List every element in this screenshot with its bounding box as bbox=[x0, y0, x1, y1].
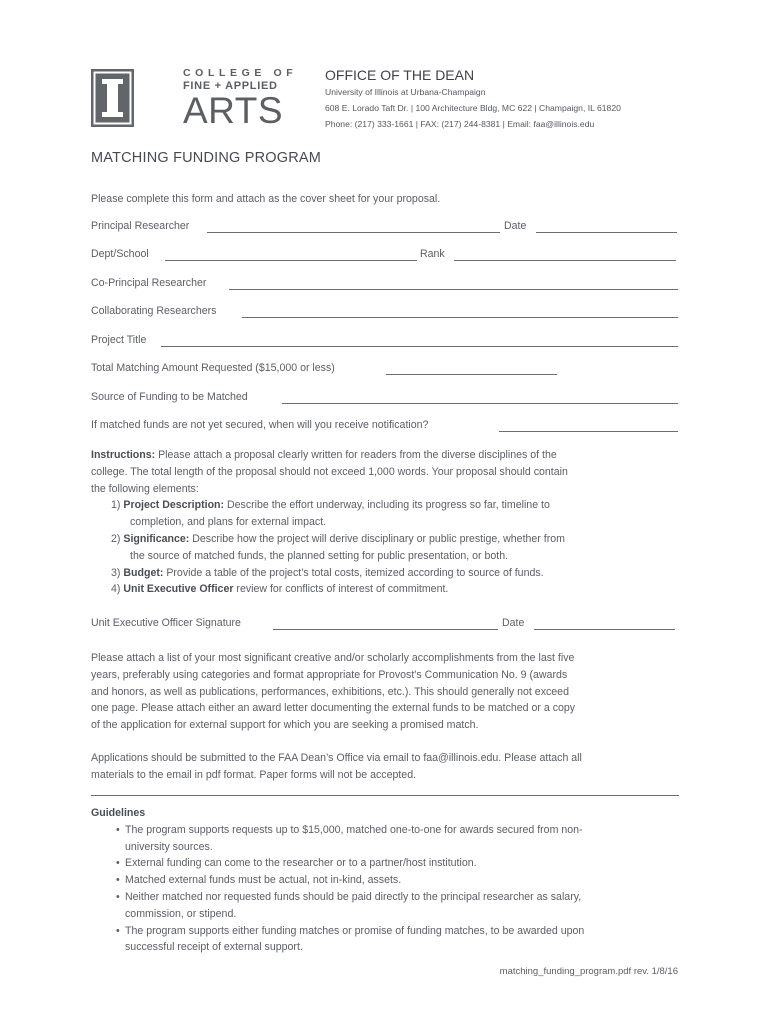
signature-field[interactable] bbox=[273, 629, 498, 630]
office-contact: Phone: (217) 333-1661 | FAX: (217) 244-8381 | Email: faa@illinois.edu bbox=[325, 119, 595, 129]
logo-line-2: FINE + APPLIED bbox=[183, 80, 278, 92]
item-number: 1) bbox=[111, 499, 121, 512]
item-label: Unit Executive Officer bbox=[123, 583, 234, 596]
signature-label: Unit Executive Officer Signature bbox=[91, 617, 241, 629]
item-label: Budget: bbox=[123, 566, 164, 579]
instructions-block bbox=[91, 447, 686, 598]
total-amount-row bbox=[91, 362, 678, 376]
date-label: Date bbox=[504, 220, 527, 232]
university-name: University of Illinois at Urbana-Champaign bbox=[325, 87, 486, 97]
project-title-field[interactable] bbox=[161, 346, 678, 347]
guideline-text: The program supports either funding matches or promise of funding matches, to be awarded upon bbox=[125, 924, 585, 937]
co-principal-row bbox=[91, 277, 678, 291]
notification-field[interactable] bbox=[499, 431, 678, 432]
paragraph-line: one page. Please attach either an award letter documenting the external funds to be matched or a copy bbox=[91, 702, 576, 715]
item-label: Project Description: bbox=[123, 499, 225, 512]
paragraph-line: materials to the email in pdf format. Paper forms will not be accepted. bbox=[91, 768, 417, 781]
guideline-continued: successful receipt of external support. bbox=[125, 941, 303, 954]
instruction-item-continued: completion, and plans for external impact. bbox=[130, 516, 327, 529]
co-principal-field[interactable] bbox=[229, 289, 678, 290]
office-title: OFFICE OF THE DEAN bbox=[325, 67, 475, 83]
section-divider bbox=[91, 795, 679, 796]
office-header bbox=[325, 67, 621, 129]
instruction-item bbox=[91, 531, 686, 548]
footer-revision: matching_funding_program.pdf rev. 1/8/16 bbox=[499, 966, 678, 977]
college-logo-text bbox=[183, 67, 298, 131]
guideline-continued: university sources. bbox=[125, 840, 213, 853]
collaborating-field[interactable] bbox=[242, 317, 678, 318]
guidelines-section bbox=[91, 805, 686, 956]
paragraph-line: and honors, as well as publications, performances, exhibitions, etc.). This should generally not exceed bbox=[91, 685, 569, 698]
paragraph-line: Applications should be submitted to the FAA Dean’s Office via email to faa@illinois.edu. Please attach all bbox=[91, 752, 582, 764]
project-title-label: Project Title bbox=[91, 334, 147, 346]
instruction-item-continued: the source of matched funds, the planned setting for public presentation, or both. bbox=[130, 549, 509, 562]
dept-school-field[interactable] bbox=[165, 260, 417, 261]
rank-field[interactable] bbox=[454, 260, 676, 261]
guideline-item bbox=[91, 872, 686, 889]
guideline-text: The program supports requests up to $15,000, matched one-to-one for awards secured from non- bbox=[125, 823, 583, 836]
logo-line-1: COLLEGE OF bbox=[183, 67, 298, 79]
item-number: 2) bbox=[111, 532, 121, 545]
intro-text: Please complete this form and attach as the cover sheet for your proposal. bbox=[91, 193, 441, 205]
guideline-item bbox=[91, 855, 686, 872]
item-text: Provide a table of the project’s total costs, itemized according to source of funds. bbox=[163, 566, 544, 579]
rank-label: Rank bbox=[420, 248, 445, 260]
co-principal-label: Co-Principal Researcher bbox=[91, 277, 207, 289]
instructions-line-3: the following elements: bbox=[91, 482, 199, 495]
guideline-text: Neither matched nor requested funds should be paid directly to the principal researcher as salary, bbox=[125, 890, 582, 903]
guideline-continued: commission, or stipend. bbox=[125, 907, 237, 920]
item-text: Describe the effort underway, including its progress so far, timeline to bbox=[224, 499, 550, 512]
source-field[interactable] bbox=[282, 403, 678, 404]
signature-row bbox=[91, 617, 678, 631]
attachments-paragraph bbox=[91, 650, 686, 734]
total-amount-label: Total Matching Amount Requested ($15,000 or less) bbox=[91, 362, 335, 374]
submission-paragraph bbox=[91, 750, 686, 784]
instructions-line-2: college. The total length of the proposal should not exceed 1,000 words. Your proposal should contain bbox=[91, 465, 568, 478]
item-label: Significance: bbox=[123, 532, 190, 545]
item-number: 4) bbox=[111, 583, 121, 596]
dept-school-row bbox=[91, 248, 678, 262]
notification-label: If matched funds are not yet secured, when will you receive notification? bbox=[91, 419, 429, 431]
project-title-row bbox=[91, 334, 678, 348]
item-text: review for conflicts of interest of commitment. bbox=[233, 583, 449, 596]
dept-school-label: Dept/School bbox=[91, 248, 149, 260]
guideline-item bbox=[91, 923, 686, 940]
paragraph-line: years, preferably using categories and format appropriate for Provost’s Communication No. 9 (awards bbox=[91, 668, 568, 681]
signature-date-field[interactable] bbox=[534, 629, 675, 630]
page-title: MATCHING FUNDING PROGRAM bbox=[91, 150, 322, 166]
illinois-column-logo-icon bbox=[91, 69, 134, 127]
principal-researcher-label: Principal Researcher bbox=[91, 220, 190, 232]
instruction-item bbox=[91, 497, 686, 514]
date-field[interactable] bbox=[536, 232, 677, 233]
collaborating-row bbox=[91, 305, 678, 319]
bullet-icon: • bbox=[116, 874, 120, 887]
guideline-text: External funding can come to the researcher or to a partner/host institution. bbox=[125, 857, 477, 870]
bullet-icon: • bbox=[116, 890, 120, 903]
item-text: Describe how the project will derive disciplinary or public prestige, whether from bbox=[189, 532, 565, 545]
source-label: Source of Funding to be Matched bbox=[91, 391, 248, 403]
logo-line-3: ARTS bbox=[183, 90, 284, 131]
instructions-label: Instructions: bbox=[91, 449, 156, 461]
signature-date-label: Date bbox=[502, 617, 525, 629]
guideline-item bbox=[91, 822, 686, 839]
bullet-icon: • bbox=[116, 924, 120, 937]
guidelines-heading: Guidelines bbox=[91, 807, 146, 819]
principal-researcher-row bbox=[91, 220, 678, 234]
source-row bbox=[91, 391, 678, 405]
instruction-item bbox=[91, 565, 686, 582]
notification-row bbox=[91, 419, 678, 433]
bullet-icon: • bbox=[116, 857, 120, 870]
guideline-text: Matched external funds must be actual, not in-kind, assets. bbox=[125, 874, 402, 887]
guideline-item bbox=[91, 889, 686, 906]
office-address: 608 E. Lorado Taft Dr. | 100 Architecture Bldg, MC 622 | Champaign, IL 61820 bbox=[325, 103, 621, 113]
instructions-line-1: Please attach a proposal clearly written for readers from the diverse disciplines of the bbox=[155, 449, 557, 461]
collaborating-label: Collaborating Researchers bbox=[91, 305, 217, 317]
bullet-icon: • bbox=[116, 823, 120, 836]
instruction-item bbox=[91, 581, 686, 598]
item-number: 3) bbox=[111, 566, 121, 579]
total-amount-field[interactable] bbox=[386, 374, 557, 375]
principal-researcher-field[interactable] bbox=[207, 232, 500, 233]
paragraph-line: Please attach a list of your most significant creative and/or scholarly accomplishments from the last five bbox=[91, 652, 575, 664]
paragraph-line: of the application for external support for which you are seeking a promised match. bbox=[91, 719, 479, 732]
